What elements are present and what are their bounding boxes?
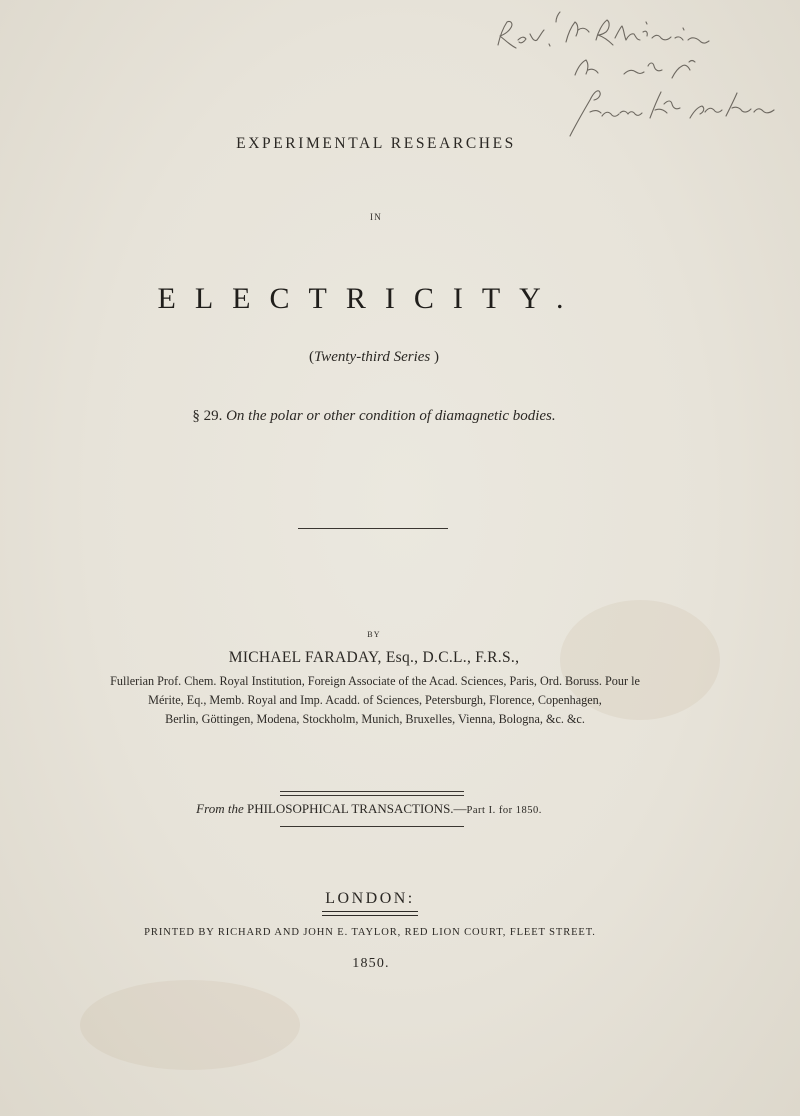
source-journal: PHILOSOPHICAL TRANSACTIONS.—	[246, 801, 467, 816]
imprint-city: LONDON:	[325, 890, 415, 907]
credentials-line: Mérite, Eq., Memb. Royal and Imp. Acadd. of Sciences, Petersburgh, Florence, Copenhagen,	[148, 693, 602, 707]
credentials-line: Berlin, Göttingen, Modena, Stockholm, Munich, Bruxelles, Vienna, Bologna, &c. &c.	[165, 712, 585, 726]
section-heading	[0, 408, 748, 425]
series-name: Twenty-third Series	[314, 349, 431, 365]
divider-rule	[298, 528, 448, 529]
credentials-line: Fullerian Prof. Chem. Royal Institution, Foreign Associate of the Acad. Sciences, Paris, Ord. Boruss. Pour le	[110, 674, 640, 688]
series-open-paren: (	[309, 349, 314, 365]
divider-rule	[280, 826, 464, 827]
inscription-line-3	[570, 91, 774, 136]
imprint-underline-thick	[322, 911, 418, 912]
author-credentials	[80, 672, 670, 729]
source-line	[0, 801, 738, 817]
imprint-year: 1850.	[352, 956, 390, 971]
title-connector: IN	[370, 212, 382, 222]
by-label: BY	[367, 630, 381, 639]
author-name: MICHAEL FARADAY, Esq., D.C.L., F.R.S.,	[228, 649, 520, 666]
imprint-underline-thin	[322, 915, 418, 916]
series-close-paren: )	[434, 349, 439, 365]
source-part: Part I. for 1850.	[466, 805, 542, 816]
source-prefix: From the	[196, 801, 244, 816]
main-title-electricity: ELECTRICITY.	[157, 282, 583, 315]
inscription-line-2	[575, 60, 695, 78]
inscription-line-1	[498, 12, 709, 48]
series-subtitle	[0, 349, 748, 366]
double-rule-bottom	[280, 795, 464, 796]
imprint-printer: PRINTED BY RICHARD AND JOHN E. TAYLOR, RED LION COURT, FLEET STREET.	[144, 927, 596, 938]
main-title-line-1: EXPERIMENTAL RESEARCHES	[236, 135, 516, 152]
section-title: On the polar or other condition of diamagnetic bodies.	[226, 408, 556, 424]
double-rule-top	[280, 791, 464, 792]
paper-stain	[80, 980, 300, 1070]
section-number: § 29.	[192, 408, 223, 424]
